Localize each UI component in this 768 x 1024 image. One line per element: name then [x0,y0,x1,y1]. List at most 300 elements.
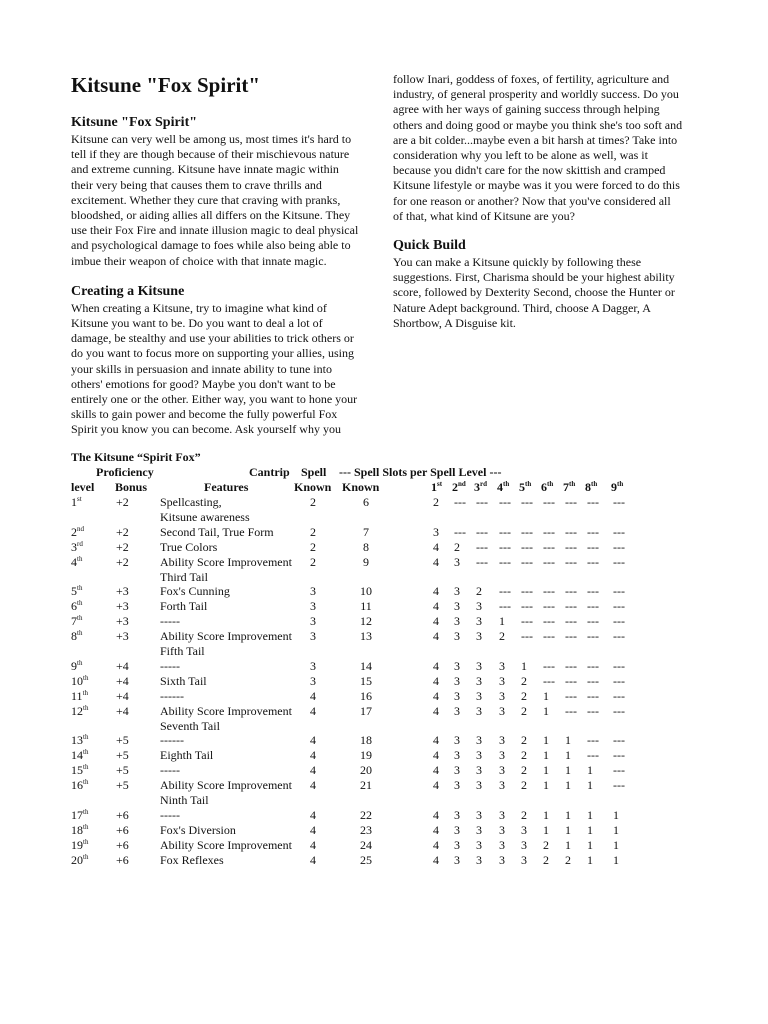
slot-level-suffix: th [569,480,576,488]
row-slot-1: 4 [433,658,439,673]
slot-level-header [585,480,597,494]
row-slot-5: 2 [521,673,527,688]
row-bonus: +4 [116,688,129,703]
row-slot-2: 3 [454,688,460,703]
row-slot-2: 2 [454,539,460,554]
text-line: Spirit you know you can become. Ask yourself why you [71,422,341,437]
slot-level-number: 5 [519,480,525,494]
row-slot-6: 1 [543,807,549,822]
row-cantrips-known: 4 [310,807,316,822]
row-slot-4: 3 [499,778,505,793]
row-spells-known: 18 [360,733,372,748]
row-slot-2: 3 [454,614,460,629]
row-slot-2: --- [454,524,466,539]
row-slot-3: 3 [476,763,482,778]
row-slot-8: --- [587,539,599,554]
row-spells-known: 14 [360,658,372,673]
row-slot-9: --- [613,599,625,614]
slot-level-suffix: th [591,480,598,488]
row-feature: Ability Score Improvement [160,778,292,793]
row-bonus: +4 [116,673,129,688]
row-slot-8: --- [587,658,599,673]
row-level [71,748,88,762]
row-slot-2: 3 [454,703,460,718]
row-slot-2: 3 [454,822,460,837]
slot-level-suffix: th [503,480,510,488]
row-spells-known: 21 [360,778,372,793]
row-spells-known: 9 [363,554,369,569]
slot-level-header [431,480,442,494]
row-slot-9: --- [613,539,625,554]
row-level [71,838,88,852]
level-suffix: th [83,703,89,712]
row-slot-9: 1 [613,822,619,837]
header-features: Features [204,480,249,494]
text-line: for one reason or another? Now that you've considered all [393,193,671,208]
row-slot-8: --- [587,584,599,599]
text-line: are a bit colder...maybe even a bit harsh at times? Take into [393,132,678,147]
row-slot-7: --- [565,629,577,644]
header-level: level [71,480,95,494]
row-feature: ------ [160,688,184,703]
row-slot-2: 3 [454,748,460,763]
text-line: consideration why you left to be alone as well, was it [393,148,648,163]
row-slot-3: --- [476,539,488,554]
row-slot-8: 1 [587,763,593,778]
row-slot-7: --- [565,614,577,629]
slot-level-suffix: th [617,480,624,488]
row-cantrips-known: 3 [310,599,316,614]
level-suffix: th [83,763,89,772]
row-slot-5: 2 [521,733,527,748]
row-slot-3: 2 [476,584,482,599]
row-slot-5: --- [521,614,533,629]
row-slot-5: --- [521,524,533,539]
row-slot-6: --- [543,614,555,629]
row-slot-4: --- [499,539,511,554]
level-suffix: th [83,852,89,861]
row-slot-8: --- [587,554,599,569]
row-level [71,853,88,867]
slot-level-number: 4 [497,480,503,494]
slot-level-header [563,480,575,494]
section-body [71,132,371,269]
row-level [71,823,88,837]
row-slot-9: --- [613,748,625,763]
row-slot-5: 2 [521,748,527,763]
row-slot-7: 1 [565,763,571,778]
row-slot-1: 4 [433,614,439,629]
row-slot-7: 1 [565,807,571,822]
slot-level-suffix: rd [480,480,487,488]
row-slot-7: 1 [565,837,571,852]
row-bonus: +3 [116,629,129,644]
row-slot-5: 2 [521,778,527,793]
row-bonus: +6 [116,807,129,822]
row-feature: Third Tail [160,569,208,584]
level-number: 3 [71,539,77,554]
row-slot-9: --- [613,703,625,718]
level-suffix: th [83,778,89,787]
row-slot-8: --- [587,673,599,688]
row-slot-9: --- [613,554,625,569]
row-slot-1: 4 [433,822,439,837]
row-feature: Ability Score Improvement [160,554,292,569]
level-suffix: th [83,822,89,831]
slot-level-header [611,480,623,494]
level-number: 17 [71,807,83,822]
row-level [71,540,83,554]
row-bonus: +3 [116,584,129,599]
row-slot-4: 3 [499,733,505,748]
row-slot-8: 1 [587,837,593,852]
row-slot-8: 1 [587,822,593,837]
level-number: 14 [71,748,83,763]
row-slot-6: --- [543,629,555,644]
row-slot-5: 2 [521,703,527,718]
row-slot-1: 4 [433,688,439,703]
row-slot-5: --- [521,495,533,509]
level-number: 1 [71,495,77,509]
row-slot-2: 3 [454,554,460,569]
row-cantrips-known: 2 [310,524,316,539]
level-suffix: th [83,673,89,682]
section-body [393,255,698,331]
row-slot-5: 3 [521,822,527,837]
slot-level-suffix: st [437,480,443,488]
row-slot-6: --- [543,658,555,673]
row-slot-5: 2 [521,763,527,778]
row-slot-3: 3 [476,629,482,644]
row-cantrips-known: 4 [310,733,316,748]
text-line: use their Fox Fire and innate illusion magic to deal physical [71,223,359,238]
row-level [71,763,88,777]
header-proficiency: Proficiency [96,465,154,479]
row-feature: ------ [160,733,184,748]
row-slot-6: 1 [543,688,549,703]
row-slot-4: --- [499,524,511,539]
section-kitsune [71,114,371,269]
row-spells-known: 8 [363,539,369,554]
row-slot-3: --- [476,524,488,539]
row-feature: Sixth Tail [160,673,207,688]
section-heading: Creating a Kitsune [71,283,185,299]
row-level [71,808,88,822]
level-number: 9 [71,658,77,673]
row-slot-1: 4 [433,852,439,867]
row-slot-2: 3 [454,852,460,867]
row-slot-3: 3 [476,807,482,822]
row-slot-6: 2 [543,837,549,852]
row-slot-2: 3 [454,733,460,748]
row-bonus: +6 [116,837,129,852]
section-quick-build [393,237,698,331]
row-slot-2: --- [454,495,466,509]
row-slot-9: --- [613,614,625,629]
row-slot-8: --- [587,524,599,539]
level-suffix: th [77,614,83,623]
row-slot-5: 2 [521,807,527,822]
right-column [393,72,698,331]
text-line: industry, of general prosperity and worldly success. Do you [393,87,679,102]
row-slot-5: 1 [521,658,527,673]
row-slot-6: 1 [543,733,549,748]
row-slot-2: 3 [454,807,460,822]
level-suffix: th [77,629,83,638]
slot-level-number: 1 [431,480,437,494]
level-number: 16 [71,778,83,793]
row-feature: ----- [160,658,180,673]
row-slot-1: 4 [433,778,439,793]
row-slot-9: --- [613,495,625,509]
level-number: 13 [71,733,83,748]
row-slot-4: 3 [499,763,505,778]
row-slot-5: 2 [521,688,527,703]
row-spells-known: 16 [360,688,372,703]
text-line: When creating a Kitsune, try to imagine what kind of [71,300,327,315]
row-cantrips-known: 4 [310,778,316,793]
row-slot-7: --- [565,599,577,614]
row-slot-5: --- [521,599,533,614]
text-line: their very being that causes them to crave thrills and [71,177,322,192]
row-slot-1: 4 [433,733,439,748]
row-slot-4: 1 [499,614,505,629]
row-slot-7: --- [565,703,577,718]
row-bonus: +2 [116,539,129,554]
row-slot-3: 3 [476,673,482,688]
row-slot-4: 2 [499,629,505,644]
row-feature: Ability Score Improvement [160,629,292,644]
row-slot-3: 3 [476,837,482,852]
level-suffix: rd [77,539,83,548]
level-number: 11 [71,688,83,703]
row-slot-5: --- [521,554,533,569]
row-slot-4: 3 [499,852,505,867]
level-suffix: th [77,554,83,563]
row-bonus: +3 [116,599,129,614]
slot-level-number: 6 [541,480,547,494]
row-slot-4: 3 [499,807,505,822]
level-number: 12 [71,703,83,718]
row-slot-4: 3 [499,673,505,688]
row-slot-8: 1 [587,778,593,793]
level-suffix: nd [77,524,84,533]
row-slot-2: 3 [454,629,460,644]
row-feature: ----- [160,614,180,629]
text-line: excitement. Whether they cure that craving with pranks, [71,192,341,207]
row-level [71,495,82,509]
level-number: 8 [71,629,77,644]
text-line: skills to gain power and become the fully powerful Fox [71,407,338,422]
row-slot-9: --- [613,733,625,748]
row-slot-7: --- [565,554,577,569]
row-slot-1: 2 [433,495,439,509]
row-slot-3: 3 [476,688,482,703]
row-slot-6: --- [543,673,555,688]
row-bonus: +4 [116,658,129,673]
text-line: Shortbow, A Disguise kit. [393,315,516,330]
row-cantrips-known: 4 [310,748,316,763]
text-line: You can make a Kitsune quickly by following these [393,255,642,270]
row-slot-8: 1 [587,807,593,822]
row-slot-8: --- [587,495,599,509]
row-cantrips-known: 4 [310,852,316,867]
row-slot-8: --- [587,614,599,629]
row-spells-known: 10 [360,584,372,599]
row-slot-5: --- [521,584,533,599]
row-level [71,629,82,643]
row-slot-4: 3 [499,703,505,718]
row-slot-4: 3 [499,658,505,673]
text-line: and extreme cunning. Kitsune have innate magic within [71,162,339,177]
level-number: 15 [71,763,83,778]
row-bonus: +5 [116,763,129,778]
text-line: do you want to focus more on supporting your allies, using [71,346,354,361]
row-spells-known: 20 [360,763,372,778]
row-slot-4: --- [499,554,511,569]
row-slot-8: 1 [587,852,593,867]
row-level [71,525,84,539]
row-level [71,778,88,792]
row-slot-6: 1 [543,703,549,718]
row-level [71,584,82,598]
row-bonus: +5 [116,778,129,793]
row-slot-9: --- [613,584,625,599]
level-number: 18 [71,822,83,837]
text-line: bloodshed, or aiding allies all differs on the Kitsune. They [71,208,351,223]
row-slot-4: --- [499,599,511,614]
row-slot-6: 1 [543,748,549,763]
slot-level-header [497,480,509,494]
row-cantrips-known: 3 [310,658,316,673]
row-slot-6: 1 [543,763,549,778]
row-level [71,689,88,703]
row-slot-6: 1 [543,778,549,793]
row-feature: Ability Score Improvement [160,837,292,852]
row-slot-1: 4 [433,599,439,614]
row-feature: Spellcasting, [160,495,222,509]
text-line: Nature Adept background. Third, choose A Dagger, A [393,300,651,315]
level-suffix: th [77,599,83,608]
level-suffix: th [77,658,83,667]
row-slot-6: --- [543,495,555,509]
header-cantrips-known: Known [294,480,332,494]
row-slot-4: 3 [499,837,505,852]
row-slot-4: 3 [499,822,505,837]
level-number: 7 [71,614,77,629]
row-cantrips-known: 3 [310,614,316,629]
text-line: of that, what kind of Kitsune are you? [393,208,575,223]
row-spells-known: 12 [360,614,372,629]
row-level [71,733,88,747]
row-slot-7: 1 [565,778,571,793]
row-slot-5: --- [521,539,533,554]
header-spell: Spell [301,465,327,479]
row-slot-5: 3 [521,837,527,852]
row-slot-2: 3 [454,673,460,688]
row-cantrips-known: 3 [310,584,316,599]
row-bonus: +5 [116,748,129,763]
level-suffix: th [83,837,89,846]
slot-level-number: 8 [585,480,591,494]
row-feature: Second Tail, True Form [160,524,274,539]
row-feature: Fox's Diversion [160,822,236,837]
level-suffix: st [77,495,82,503]
text-line: imbue their weapon of choice with that innate magic. [71,253,327,268]
row-slot-6: --- [543,539,555,554]
row-slot-8: --- [587,599,599,614]
row-feature: Ability Score Improvement [160,703,292,718]
slot-level-number: 7 [563,480,569,494]
row-slot-7: --- [565,673,577,688]
row-bonus: +6 [116,822,129,837]
row-slot-6: --- [543,584,555,599]
row-cantrips-known: 4 [310,688,316,703]
row-slot-9: --- [613,629,625,644]
slot-level-header [474,480,487,494]
row-cantrips-known: 4 [310,822,316,837]
row-slot-3: 3 [476,733,482,748]
level-suffix: th [83,748,89,757]
row-slot-7: --- [565,524,577,539]
row-slot-8: --- [587,688,599,703]
row-feature: Fox Reflexes [160,852,224,867]
level-suffix: th [83,807,89,816]
row-slot-6: --- [543,599,555,614]
row-cantrips-known: 4 [310,703,316,718]
text-line: score, followed by Dexterity Second, choose the Hunter or [393,285,675,300]
text-line: others and doing good or maybe you think she's too soft and [393,117,683,132]
row-feature: Kitsune awareness [160,509,250,524]
row-slot-8: --- [587,733,599,748]
row-feature: Seventh Tail [160,718,220,733]
row-slot-7: --- [565,688,577,703]
row-slot-8: --- [587,703,599,718]
level-number: 5 [71,584,77,599]
row-slot-3: 3 [476,614,482,629]
row-spells-known: 13 [360,629,372,644]
slot-level-header [519,480,531,494]
row-slot-4: 3 [499,748,505,763]
row-spells-known: 19 [360,748,372,763]
row-feature: True Colors [160,539,218,554]
row-slot-3: 3 [476,748,482,763]
row-slot-5: --- [521,629,533,644]
slot-level-number: 9 [611,480,617,494]
row-spells-known: 24 [360,837,372,852]
text-line: tell if they are though because of their mischievous nature [71,147,350,162]
row-slot-4: --- [499,584,511,599]
row-slot-1: 4 [433,584,439,599]
row-slot-1: 4 [433,748,439,763]
row-slot-3: --- [476,554,488,569]
row-slot-6: 2 [543,852,549,867]
row-slot-6: --- [543,554,555,569]
section-heading: Kitsune "Fox Spirit" [71,115,197,130]
row-slot-1: 4 [433,629,439,644]
slot-level-header [541,480,553,494]
row-spells-known: 25 [360,852,372,867]
row-spells-known: 22 [360,807,372,822]
row-slot-9: 1 [613,852,619,867]
row-slot-7: --- [565,658,577,673]
row-bonus: +4 [116,703,129,718]
row-slot-6: --- [543,524,555,539]
table-caption: The Kitsune “Spirit Fox” [71,450,201,464]
row-spells-known: 7 [363,524,369,539]
row-bonus: +6 [116,852,129,867]
row-bonus: +2 [116,495,129,509]
